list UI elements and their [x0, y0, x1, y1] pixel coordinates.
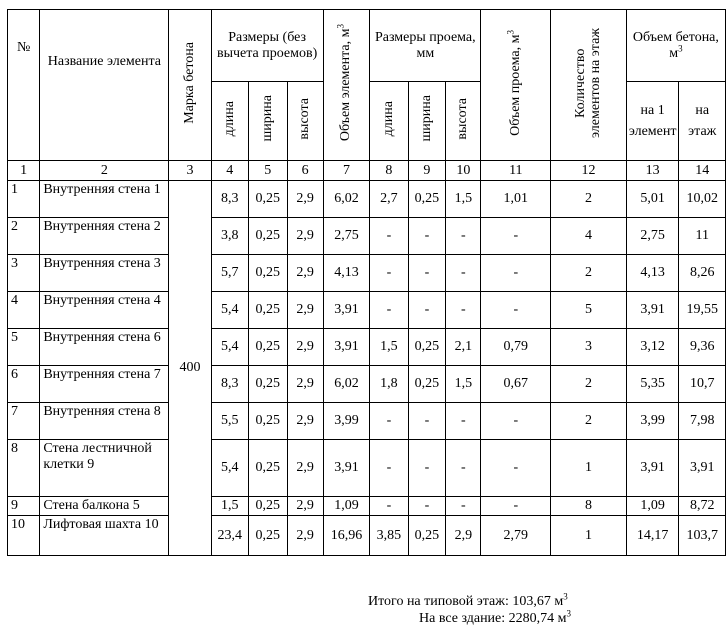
cell-w: 0,25	[249, 497, 287, 516]
header-length: длина	[211, 82, 249, 161]
cell-w: 0,25	[249, 329, 287, 366]
cell-oh: -	[446, 255, 481, 292]
cell-ov: -	[481, 403, 551, 440]
cell-pf: 10,02	[679, 181, 726, 218]
header-grade: Марка бетона	[169, 10, 211, 161]
cell-v: 2,75	[323, 218, 369, 255]
cell-v: 6,02	[323, 181, 369, 218]
element-name: Внутренняя стена 2	[40, 218, 169, 255]
cell-pe: 3,12	[626, 329, 679, 366]
cell-h: 2,9	[287, 403, 323, 440]
cell-v: 6,02	[323, 366, 369, 403]
cell-oh: -	[446, 440, 481, 497]
header-dimensions: Размеры (без вычета проемов)	[211, 10, 323, 82]
header-opening-length: длина	[370, 82, 408, 161]
cell-n: 3	[551, 329, 627, 366]
column-number: 2	[40, 161, 169, 181]
table-row	[8, 403, 726, 440]
cell-w: 0,25	[249, 292, 287, 329]
header-height: высота	[287, 82, 323, 161]
cell-oh: 2,1	[446, 329, 481, 366]
row-number: 7	[8, 403, 40, 440]
cell-ov: 1,01	[481, 181, 551, 218]
cell-n: 1	[551, 440, 627, 497]
cell-ow: 0,25	[408, 366, 446, 403]
cell-pf: 8,26	[679, 255, 726, 292]
header-per-element: на 1 элемент	[626, 82, 679, 161]
row-number: 2	[8, 218, 40, 255]
cell-ow: -	[408, 440, 446, 497]
element-name: Стена лестничной клетки 9	[40, 440, 169, 497]
cell-h: 2,9	[287, 218, 323, 255]
column-number: 7	[323, 161, 369, 181]
cell-h: 2,9	[287, 329, 323, 366]
column-numbers-row	[8, 161, 726, 181]
table-row	[8, 255, 726, 292]
cell-ow: 0,25	[408, 329, 446, 366]
cell-pe: 2,75	[626, 218, 679, 255]
cell-l: 8,3	[211, 366, 249, 403]
header-per-floor: на этаж	[679, 82, 726, 161]
table-row	[8, 497, 726, 516]
cell-v: 4,13	[323, 255, 369, 292]
cell-v: 3,91	[323, 292, 369, 329]
column-number: 8	[370, 161, 408, 181]
cell-ow: 0,25	[408, 516, 446, 556]
row-number: 9	[8, 497, 40, 516]
cell-l: 5,4	[211, 329, 249, 366]
element-name: Лифтовая шахта 10	[40, 516, 169, 556]
row-number: 3	[8, 255, 40, 292]
cell-l: 5,4	[211, 440, 249, 497]
cell-ov: -	[481, 292, 551, 329]
cell-w: 0,25	[249, 440, 287, 497]
cell-l: 5,5	[211, 403, 249, 440]
column-number: 9	[408, 161, 446, 181]
cell-ow: -	[408, 403, 446, 440]
header-opening-width: ширина	[408, 82, 446, 161]
row-number: 5	[8, 329, 40, 366]
element-name: Внутренняя стена 6	[40, 329, 169, 366]
cell-ol: 2,7	[370, 181, 408, 218]
row-number: 8	[8, 440, 40, 497]
cell-pe: 3,91	[626, 292, 679, 329]
cell-pf: 19,55	[679, 292, 726, 329]
table-row	[8, 181, 726, 218]
cell-v: 3,91	[323, 440, 369, 497]
row-number: 1	[8, 181, 40, 218]
header-width: ширина	[249, 82, 287, 161]
cell-ol: 1,8	[370, 366, 408, 403]
cell-n: 2	[551, 181, 627, 218]
cell-ov: 0,79	[481, 329, 551, 366]
cell-w: 0,25	[249, 218, 287, 255]
cell-ol: -	[370, 497, 408, 516]
cell-w: 0,25	[249, 366, 287, 403]
column-number: 14	[679, 161, 726, 181]
cell-l: 3,8	[211, 218, 249, 255]
cell-pe: 5,35	[626, 366, 679, 403]
column-number: 12	[551, 161, 627, 181]
cell-n: 4	[551, 218, 627, 255]
cell-h: 2,9	[287, 255, 323, 292]
table-row	[8, 218, 726, 255]
cell-ol: -	[370, 292, 408, 329]
cell-pe: 1,09	[626, 497, 679, 516]
header-concrete-volume: Объем бетона, $м^3$	[626, 10, 725, 82]
cell-ol: -	[370, 440, 408, 497]
cell-pf: 3,91	[679, 440, 726, 497]
cell-ow: -	[408, 255, 446, 292]
cell-oh: -	[446, 218, 481, 255]
concrete-grade: 400	[169, 181, 211, 556]
cell-w: 0,25	[249, 181, 287, 218]
cell-pf: 8,72	[679, 497, 726, 516]
cell-pe: 3,91	[626, 440, 679, 497]
cell-h: 2,9	[287, 292, 323, 329]
cell-h: 2,9	[287, 181, 323, 218]
cell-v: 3,91	[323, 329, 369, 366]
cell-n: 2	[551, 403, 627, 440]
cell-oh: -	[446, 497, 481, 516]
cell-pf: 103,7	[679, 516, 726, 556]
cell-l: 8,3	[211, 181, 249, 218]
header-count: Количество элементов на этаж	[551, 10, 627, 161]
row-number: 10	[8, 516, 40, 556]
cell-n: 2	[551, 366, 627, 403]
cell-pe: 3,99	[626, 403, 679, 440]
element-name: Внутренняя стена 8	[40, 403, 169, 440]
header-element-volume: Объем элемента, $м^3$	[323, 10, 369, 161]
cell-l: 5,4	[211, 292, 249, 329]
cell-l: 23,4	[211, 516, 249, 556]
cell-h: 2,9	[287, 440, 323, 497]
cell-pf: 9,36	[679, 329, 726, 366]
cell-ov: 2,79	[481, 516, 551, 556]
cell-w: 0,25	[249, 516, 287, 556]
cell-v: 1,09	[323, 497, 369, 516]
cell-ow: -	[408, 218, 446, 255]
cell-l: 1,5	[211, 497, 249, 516]
cell-pe: 4,13	[626, 255, 679, 292]
cell-n: 1	[551, 516, 627, 556]
cell-ol: -	[370, 403, 408, 440]
cell-ol: 3,85	[370, 516, 408, 556]
column-number: 10	[446, 161, 481, 181]
concrete-volume-table	[7, 9, 726, 556]
cell-ol: 1,5	[370, 329, 408, 366]
cell-ow: 0,25	[408, 181, 446, 218]
cell-n: 2	[551, 255, 627, 292]
cell-ol: -	[370, 255, 408, 292]
element-name: Внутренняя стена 1	[40, 181, 169, 218]
cell-ol: -	[370, 218, 408, 255]
cell-v: 3,99	[323, 403, 369, 440]
row-number: 4	[8, 292, 40, 329]
cell-n: 5	[551, 292, 627, 329]
cell-pf: 11	[679, 218, 726, 255]
column-number: 4	[211, 161, 249, 181]
cell-ow: -	[408, 292, 446, 329]
cell-oh: -	[446, 403, 481, 440]
cell-oh: 2,9	[446, 516, 481, 556]
column-number: 13	[626, 161, 679, 181]
cell-ow: -	[408, 497, 446, 516]
row-number: 6	[8, 366, 40, 403]
total-per-building: На все здание: 2280,74 $м^3$	[419, 608, 572, 626]
cell-l: 5,7	[211, 255, 249, 292]
cell-ov: -	[481, 218, 551, 255]
column-number: 11	[481, 161, 551, 181]
table-row	[8, 292, 726, 329]
cell-w: 0,25	[249, 255, 287, 292]
header-name: Название элемента	[40, 10, 169, 161]
header-opening-volume: Объем проема, $м^3$	[481, 10, 551, 161]
cell-oh: 1,5	[446, 181, 481, 218]
cell-v: 16,96	[323, 516, 369, 556]
table-row	[8, 329, 726, 366]
element-name: Стена балкона 5	[40, 497, 169, 516]
header-no: №	[8, 10, 40, 161]
column-number: 6	[287, 161, 323, 181]
column-number: 5	[249, 161, 287, 181]
element-name: Внутренняя стена 4	[40, 292, 169, 329]
cell-ov: -	[481, 255, 551, 292]
column-number: 3	[169, 161, 211, 181]
cell-ov: 0,67	[481, 366, 551, 403]
table-row	[8, 516, 726, 556]
cell-w: 0,25	[249, 403, 287, 440]
cell-n: 8	[551, 497, 627, 516]
cell-ov: -	[481, 497, 551, 516]
cell-oh: 1,5	[446, 366, 481, 403]
cell-h: 2,9	[287, 497, 323, 516]
header-opening-height: высота	[446, 82, 481, 161]
header-opening-dimensions: Размеры проема, мм	[370, 10, 481, 82]
table-row	[8, 440, 726, 497]
table-row	[8, 366, 726, 403]
cell-oh: -	[446, 292, 481, 329]
element-name: Внутренняя стена 3	[40, 255, 169, 292]
total-per-floor: Итого на типовой этаж: 103,67 $м^3$	[368, 591, 568, 609]
cell-pf: 7,98	[679, 403, 726, 440]
cell-ov: -	[481, 440, 551, 497]
cell-pe: 5,01	[626, 181, 679, 218]
element-name: Внутренняя стена 7	[40, 366, 169, 403]
cell-h: 2,9	[287, 366, 323, 403]
cell-h: 2,9	[287, 516, 323, 556]
cell-pf: 10,7	[679, 366, 726, 403]
column-number: 1	[8, 161, 40, 181]
cell-pe: 14,17	[626, 516, 679, 556]
